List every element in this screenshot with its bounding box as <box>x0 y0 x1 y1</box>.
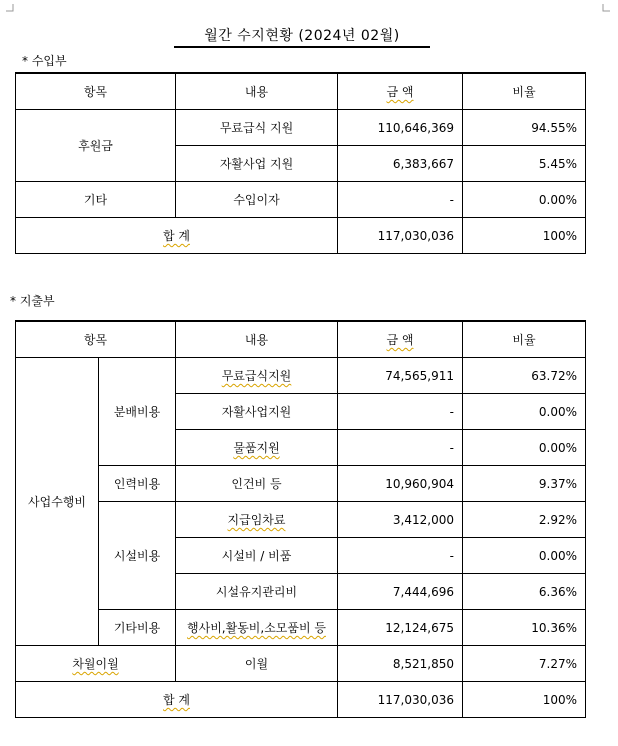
row-content: 무료급식지원 <box>176 358 338 394</box>
expense-header-row <box>16 321 586 358</box>
row-amount: - <box>338 394 463 430</box>
table-row <box>16 182 586 218</box>
carryover-label: 차월이월 <box>16 646 176 682</box>
expense-group-personnel: 인력비용 <box>99 466 176 502</box>
income-section-label: * 수입부 <box>22 54 67 68</box>
row-ratio: 6.36% <box>463 574 586 610</box>
row-ratio: 0.00% <box>463 182 586 218</box>
row-content: 시설비 / 비품 <box>176 538 338 574</box>
header-item: 항목 <box>16 73 176 110</box>
row-content: 이월 <box>176 646 338 682</box>
row-content: 무료급식 지원 <box>176 110 338 146</box>
header-amount: 금 액 <box>338 321 463 358</box>
total-ratio: 100% <box>463 682 586 718</box>
total-amount: 117,030,036 <box>338 682 463 718</box>
carryover-row <box>16 646 586 682</box>
header-item: 항목 <box>16 321 176 358</box>
corner-mark-left-icon <box>6 4 14 12</box>
row-amount: - <box>338 538 463 574</box>
expense-table <box>15 320 586 718</box>
expense-main-category: 사업수행비 <box>16 358 99 646</box>
income-header-row <box>16 73 586 110</box>
page-title: 월간 수지현황 (2024년 02월) <box>174 26 430 48</box>
expense-group-distribution: 분배비용 <box>99 358 176 466</box>
corner-mark-right-icon <box>602 4 610 12</box>
row-ratio: 10.36% <box>463 610 586 646</box>
header-content: 내용 <box>176 73 338 110</box>
header-content: 내용 <box>176 321 338 358</box>
row-amount: 8,521,850 <box>338 646 463 682</box>
table-row <box>16 358 586 394</box>
table-row <box>16 502 586 538</box>
income-table <box>15 72 586 254</box>
row-ratio: 2.92% <box>463 502 586 538</box>
row-amount: 74,565,911 <box>338 358 463 394</box>
row-amount: 12,124,675 <box>338 610 463 646</box>
row-content: 지급임차료 <box>176 502 338 538</box>
total-label: 합 계 <box>16 682 338 718</box>
income-total-row <box>16 218 586 254</box>
row-amount: 110,646,369 <box>338 110 463 146</box>
row-ratio: 0.00% <box>463 394 586 430</box>
row-content: 수입이자 <box>176 182 338 218</box>
total-label: 합 계 <box>16 218 338 254</box>
total-amount: 117,030,036 <box>338 218 463 254</box>
row-content: 시설유지관리비 <box>176 574 338 610</box>
expense-section-label: * 지출부 <box>10 294 55 308</box>
row-ratio: 63.72% <box>463 358 586 394</box>
row-ratio: 5.45% <box>463 146 586 182</box>
income-category-donation: 후원금 <box>16 110 176 182</box>
row-ratio: 7.27% <box>463 646 586 682</box>
row-amount: 10,960,904 <box>338 466 463 502</box>
row-content: 물품지원 <box>176 430 338 466</box>
row-content: 자활사업지원 <box>176 394 338 430</box>
income-category-other: 기타 <box>16 182 176 218</box>
row-ratio: 9.37% <box>463 466 586 502</box>
expense-group-other: 기타비용 <box>99 610 176 646</box>
header-ratio: 비율 <box>463 73 586 110</box>
expense-total-row <box>16 682 586 718</box>
row-amount: - <box>338 430 463 466</box>
row-content: 자활사업 지원 <box>176 146 338 182</box>
row-ratio: 0.00% <box>463 430 586 466</box>
total-ratio: 100% <box>463 218 586 254</box>
row-amount: - <box>338 182 463 218</box>
row-amount: 7,444,696 <box>338 574 463 610</box>
row-amount: 3,412,000 <box>338 502 463 538</box>
row-ratio: 94.55% <box>463 110 586 146</box>
row-content: 인건비 등 <box>176 466 338 502</box>
header-ratio: 비율 <box>463 321 586 358</box>
row-content: 행사비,활동비,소모품비 등 <box>176 610 338 646</box>
row-ratio: 0.00% <box>463 538 586 574</box>
header-amount: 금 액 <box>338 73 463 110</box>
table-row <box>16 466 586 502</box>
row-amount: 6,383,667 <box>338 146 463 182</box>
table-row <box>16 110 586 146</box>
expense-group-facility: 시설비용 <box>99 502 176 610</box>
table-row <box>16 610 586 646</box>
